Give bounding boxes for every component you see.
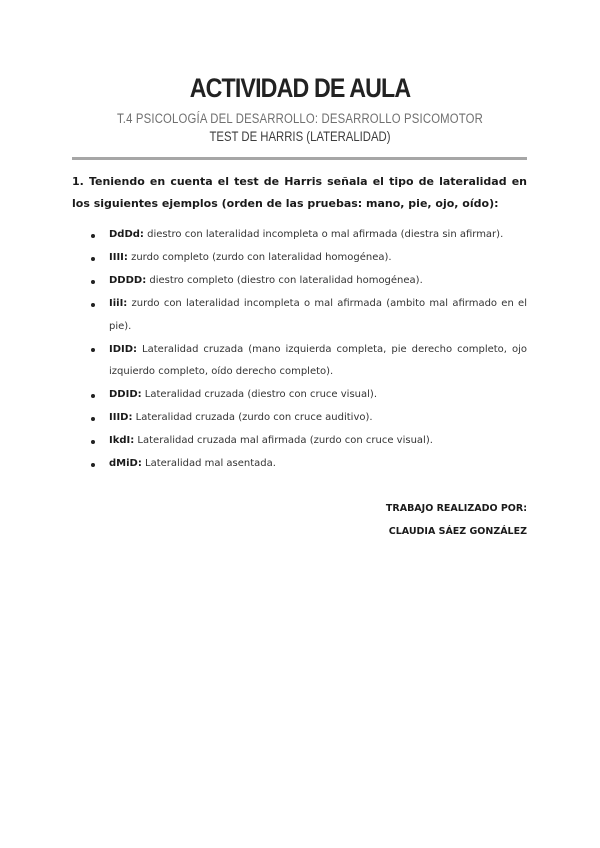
answer-item — [72, 224, 527, 247]
answer-code: DDDD: — [109, 275, 147, 286]
answer-list — [72, 224, 527, 476]
bullet-icon — [91, 417, 95, 421]
answer-item — [72, 339, 527, 384]
page-subtitle-test: TEST DE HARRIS (LATERALIDAD) — [209, 129, 391, 144]
author-name: CLAUDIA SÁEZ GONZÁLEZ — [388, 526, 527, 537]
answer-text: diestro con lateralidad incompleta o mal afirmada (diestra sin afirmar). — [143, 229, 504, 240]
page-subtitle: T.4 PSICOLOGÍA DEL DESARROLLO: DESARROLLO PSICOMOTOR — [116, 111, 484, 126]
answer-text: Lateralidad cruzada (zurdo con cruce auditivo). — [132, 412, 373, 423]
answer-item — [72, 293, 527, 338]
answer-code: IiiI: — [109, 298, 128, 309]
answer-item — [72, 270, 527, 293]
bullet-icon — [91, 303, 95, 307]
answer-code: IDID: — [109, 343, 138, 355]
answer-text: Lateralidad mal asentada. — [141, 458, 276, 469]
answer-text: zurdo con lateralidad incompleta o mal afirmada (ambito mal afirmado en el pie). — [109, 298, 527, 332]
answer-code: DdDd: — [109, 229, 144, 240]
answer-code: IIII: — [109, 252, 128, 263]
answer-code: IkdI: — [109, 435, 135, 446]
answer-text: Lateralidad cruzada (mano izquierda completa, pie derecho completo, ojo izquierdo completo, oído derecho completo). — [109, 343, 527, 377]
bullet-icon — [91, 234, 95, 238]
answer-item — [72, 247, 527, 270]
answer-item — [72, 407, 527, 430]
bullet-icon — [91, 348, 95, 352]
answer-text: Lateralidad cruzada (diestro con cruce visual). — [141, 389, 377, 400]
title-divider — [72, 157, 527, 160]
answer-code: DDID: — [109, 389, 142, 400]
page-title: ACTIVIDAD DE AULA — [189, 73, 411, 103]
answer-item — [72, 430, 527, 453]
bullet-icon — [91, 394, 95, 398]
answer-text: zurdo completo (zurdo con lateralidad homogénea). — [127, 252, 392, 263]
answer-item — [72, 384, 527, 407]
bullet-icon — [91, 440, 95, 444]
signature-block — [386, 497, 527, 543]
bullet-icon — [91, 463, 95, 467]
answer-item — [72, 453, 527, 476]
answer-text: Lateralidad cruzada mal afirmada (zurdo con cruce visual). — [134, 435, 433, 446]
bullet-icon — [91, 280, 95, 284]
answer-code: dMiD: — [109, 458, 142, 469]
question-text: 1. Teniendo en cuenta el test de Harris señala el tipo de lateralidad en los siguientes ejemplos (orden de las pruebas: mano, pie, ojo, oído): — [72, 175, 527, 210]
answer-code: IIID: — [109, 412, 133, 423]
bullet-icon — [91, 257, 95, 261]
answer-text: diestro completo (diestro con lateralidad homogénea). — [146, 275, 423, 286]
signature-label: TRABAJO REALIZADO POR: — [385, 503, 527, 514]
